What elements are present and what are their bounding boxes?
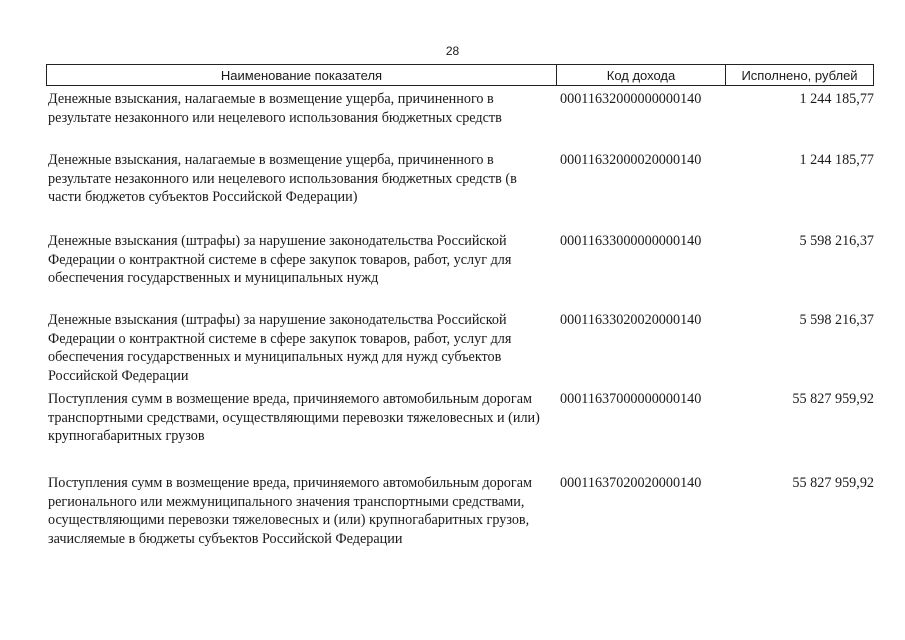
row-code: 00011633020020000140 xyxy=(560,312,702,328)
row-name: Денежные взыскания, налагаемые в возмещение ущерба, причиненного в результате незаконного или нецелевого использования бюджетных средств xyxy=(48,91,502,126)
row-amount: 1 244 185,77 xyxy=(799,91,874,107)
row-code: 00011633000000000140 xyxy=(560,233,702,249)
row-name: Поступления сумм в возмещение вреда, причиняемого автомобильным дорогам регионального или межмуниципального значения транспортными средствами, осуществляющими перевозки тяжеловесных и (или) крупногабаритных грузов, зачисляемые в бюджеты субъектов Российской Федерации xyxy=(48,475,532,547)
row-amount: 55 827 959,92 xyxy=(792,391,874,407)
page-number: 28 xyxy=(445,44,460,58)
table-header xyxy=(46,64,874,86)
row-amount: 5 598 216,37 xyxy=(799,312,874,328)
row-code: 00011632000000000140 xyxy=(560,91,702,107)
row-amount: 1 244 185,77 xyxy=(799,152,874,168)
row-amount: 55 827 959,92 xyxy=(792,475,874,491)
header-amount: Исполнено, рублей xyxy=(741,67,858,83)
row-code: 00011637000000000140 xyxy=(560,391,702,407)
row-code: 00011637020020000140 xyxy=(560,475,702,491)
row-name: Денежные взыскания (штрафы) за нарушение законодательства Российской Федерации о контрактной системе в сфере закупок товаров, работ, услуг для обеспечения государственных и муниципальных нужд для нужд субъектов Российской Федерации xyxy=(48,312,512,384)
row-amount: 5 598 216,37 xyxy=(799,233,874,249)
row-name: Поступления сумм в возмещение вреда, причиняемого автомобильным дорогам транспортными средствами, осуществляющими перевозки тяжеловесных и (или) крупногабаритных грузов xyxy=(48,391,540,444)
header-code: Код дохода xyxy=(557,65,726,85)
row-name: Денежные взыскания (штрафы) за нарушение законодательства Российской Федерации о контрактной системе в сфере закупок товаров, работ, услуг для обеспечения государственных и муниципальных нужд xyxy=(48,233,512,286)
row-code: 00011632000020000140 xyxy=(560,152,702,168)
header-name: Наименование показателя xyxy=(47,65,557,85)
row-name: Денежные взыскания, налагаемые в возмещение ущерба, причиненного в результате незаконного или нецелевого использования бюджетных средств (в части бюджетов субъектов Российской Федерации) xyxy=(48,152,517,205)
